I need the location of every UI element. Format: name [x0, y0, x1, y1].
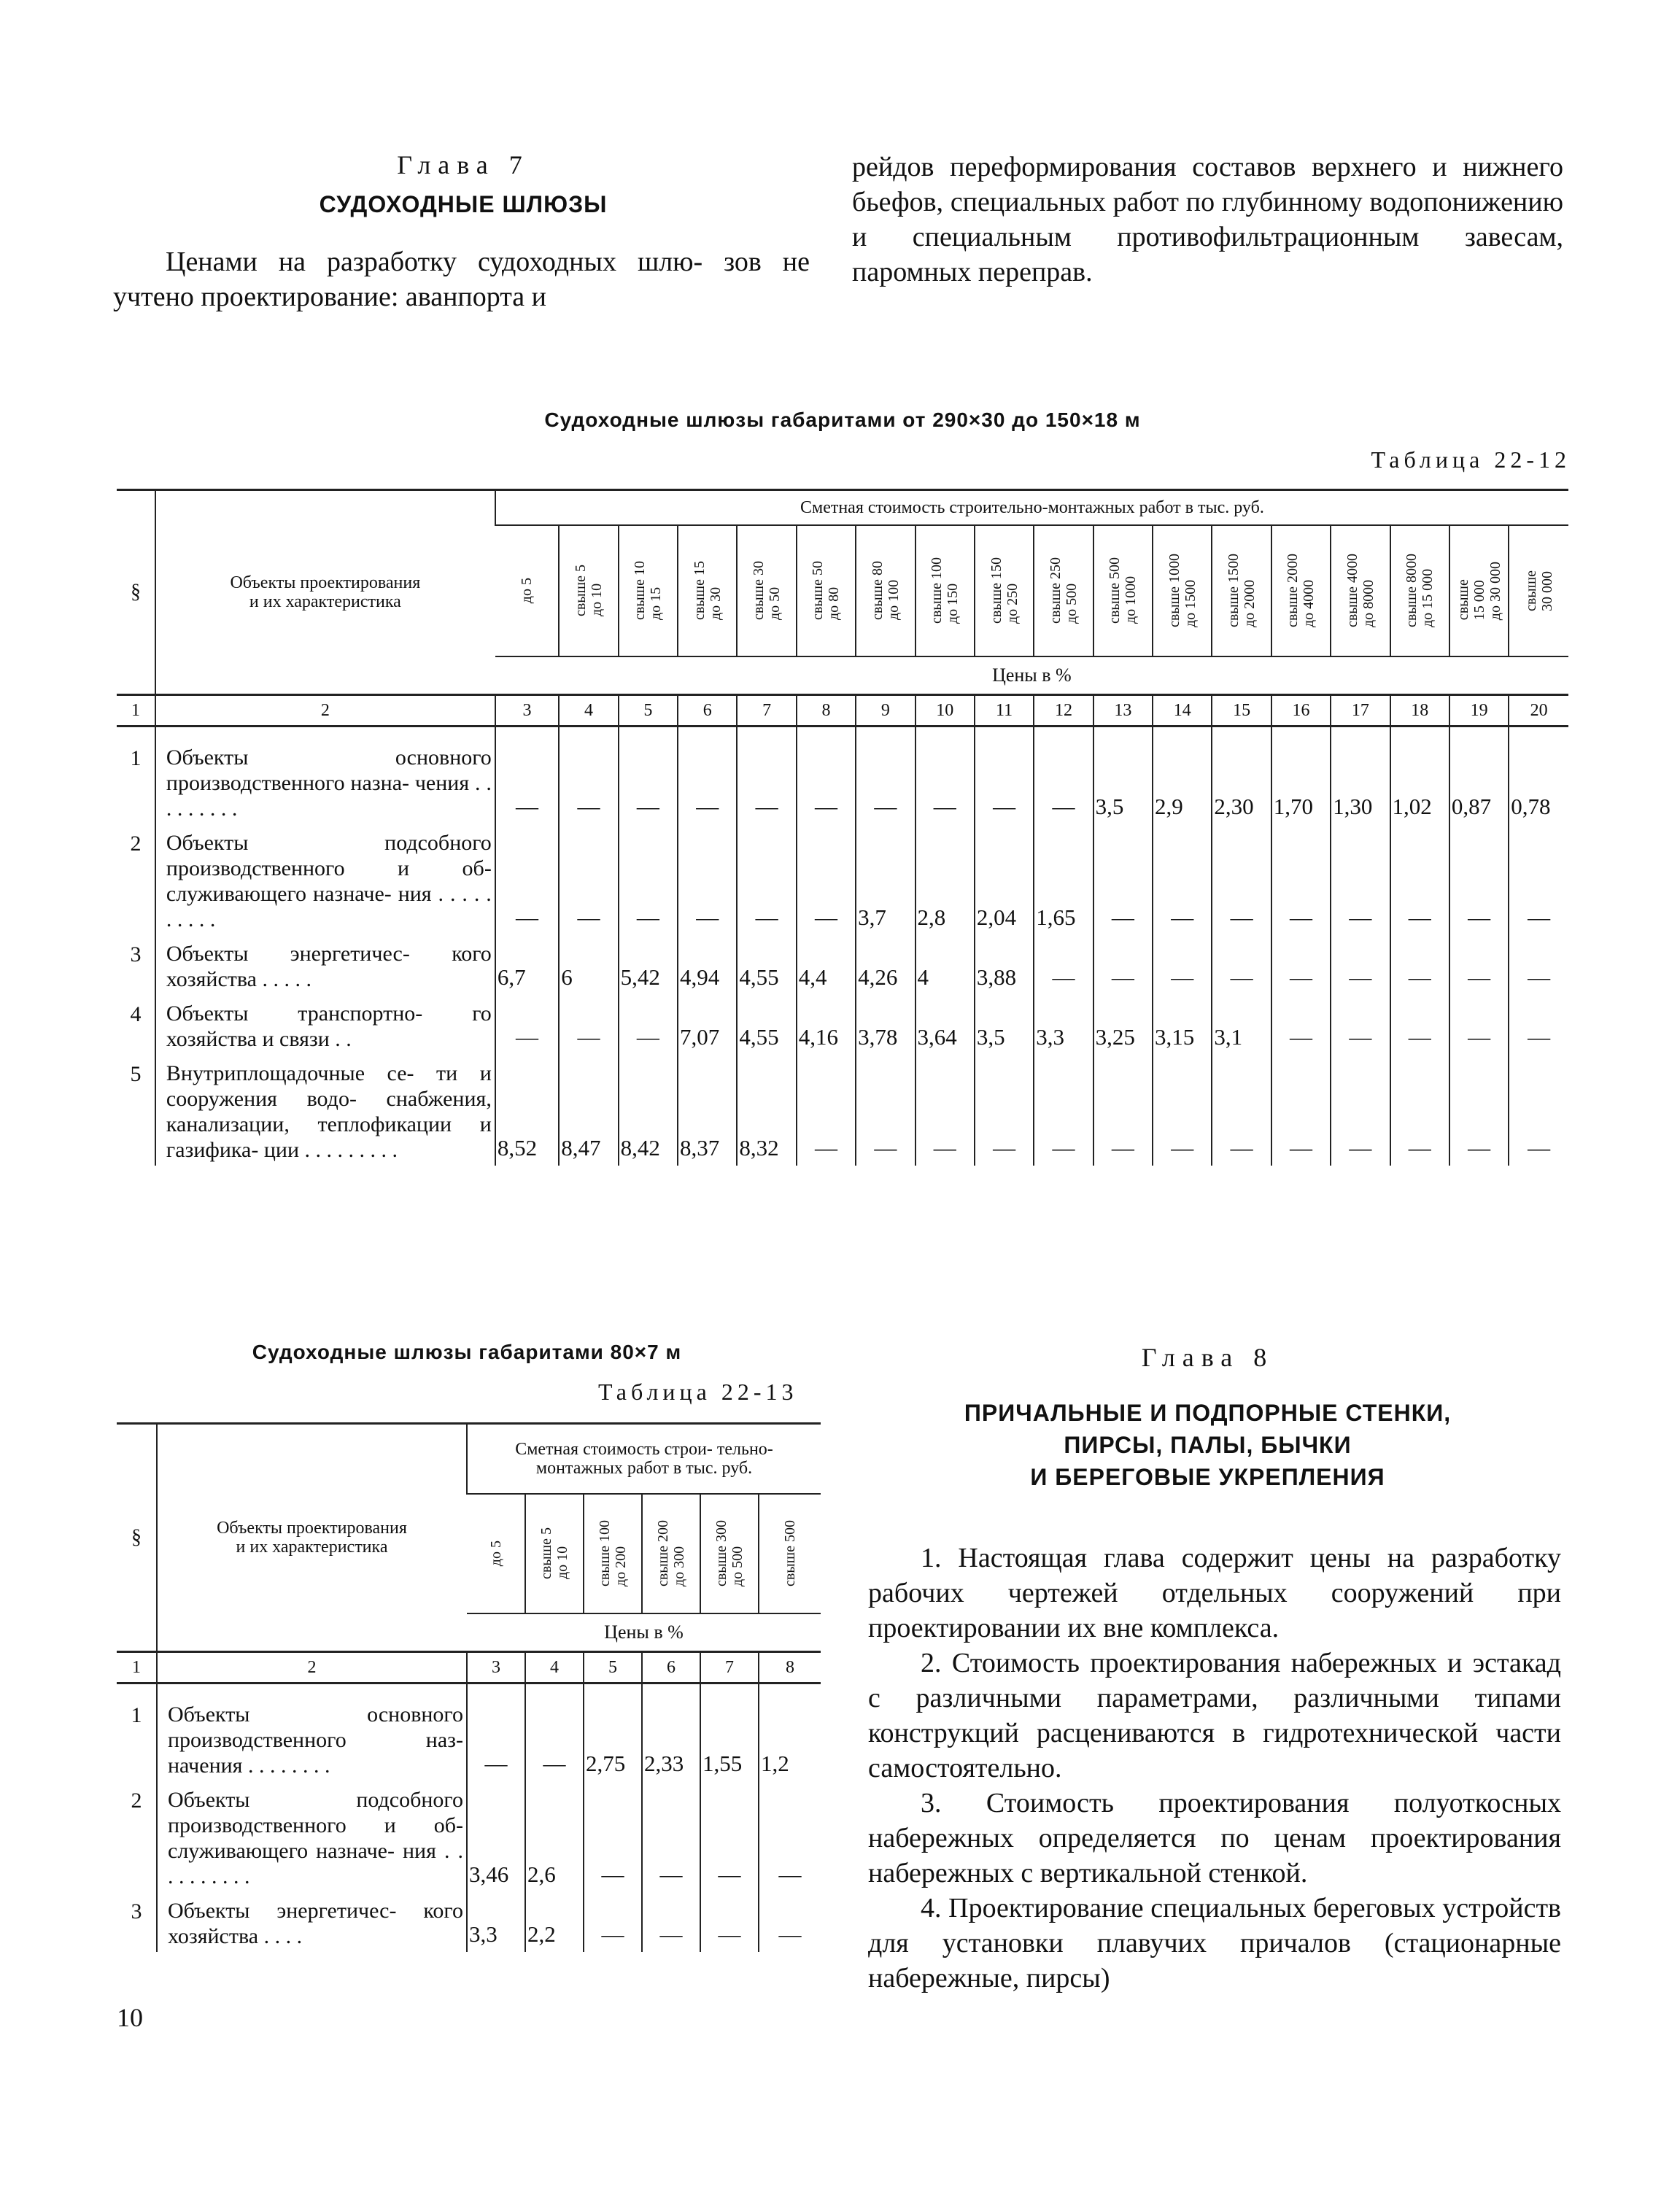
- table1-range-label: свыше 1500 до 2000: [1226, 554, 1258, 628]
- table2-objects-header-text: Объекты проектирования и их характеристика: [217, 1519, 407, 1557]
- table1-caption: Судоходные шлюзы габаритами от 290×30 до 150×18 м: [544, 408, 1141, 431]
- table1-row-value: —: [1093, 824, 1153, 935]
- table1-row-value: 0,87: [1449, 739, 1509, 824]
- table1-range-header: [1271, 525, 1331, 656]
- table1-column-number: 10: [916, 695, 975, 726]
- table2-range-label: до 5: [487, 1541, 504, 1567]
- table1-row: [117, 824, 1568, 935]
- table1-row-value: —: [1034, 1055, 1093, 1166]
- table1-column-number: 9: [856, 695, 915, 726]
- table1-row-value: —: [1153, 1055, 1212, 1166]
- table1-objects-header: [155, 490, 495, 695]
- table1-row-value: 5,42: [619, 935, 678, 995]
- table2-range-header: [700, 1494, 759, 1613]
- table1-row: [117, 935, 1568, 995]
- table1-column-number: 20: [1509, 695, 1568, 726]
- table1-column-number: 7: [737, 695, 796, 726]
- table2-row-value: 2,2: [525, 1892, 584, 1952]
- table2-row-value: —: [584, 1892, 642, 1952]
- table1-row-object: Внутриплощадочные се- ти и сооружения водо- снабжения, канализации, теплофикации и газифика- ции . . . . . . . . .: [155, 1055, 495, 1166]
- table1-row-value: —: [619, 824, 678, 935]
- table1-row-object: Объекты основного производственного назна- чения . . . . . . . . .: [155, 739, 495, 824]
- table1-column-number: 3: [495, 695, 559, 726]
- spacer-cell: [700, 1683, 759, 1697]
- table1-row-value: —: [856, 1055, 915, 1166]
- table2-row-value: 2,75: [584, 1696, 642, 1781]
- table-22-13: [117, 1422, 821, 1952]
- table2-column-number: 2: [157, 1652, 467, 1683]
- table1-row-value: —: [1509, 935, 1568, 995]
- table2-column-number: 3: [467, 1652, 525, 1683]
- table1-range-label: свыше 4000 до 8000: [1344, 554, 1377, 628]
- table1-row-value: 0,78: [1509, 739, 1568, 824]
- table1-row-value: 2,04: [975, 824, 1034, 935]
- table2-cost-header: Сметная стоимость строи- тельно-монтажных работ в тыс. руб.: [467, 1424, 821, 1495]
- table1-range-label: до 5: [519, 578, 535, 604]
- table1-row-value: 1,30: [1331, 739, 1390, 824]
- table1-row-value: 3,1: [1212, 995, 1271, 1055]
- table1-row-value: —: [1449, 1055, 1509, 1166]
- chapter8-title-line2: ПИРСЫ, ПАЛЫ, БЫЧКИ: [1064, 1432, 1352, 1458]
- table2-range-header: [525, 1494, 584, 1613]
- table1-row-value: —: [916, 1055, 975, 1166]
- table1-row-value: 7,07: [678, 995, 737, 1055]
- table1-range-header: [797, 525, 856, 656]
- spacer-cell: [157, 1683, 467, 1697]
- table2-column-number: 1: [117, 1652, 157, 1683]
- table2-row-value: —: [642, 1781, 700, 1892]
- spacer-cell: [1390, 726, 1449, 740]
- table1-column-number: 8: [797, 695, 856, 726]
- table1-row-value: —: [619, 995, 678, 1055]
- table1-row-value: —: [737, 824, 796, 935]
- table2-row-value: 3,46: [467, 1781, 525, 1892]
- chapter8-paragraph-1: 1. Настоящая глава содержит цены на разработку рабочих чертежей отдельных сооружений при проектировании их вне комплекса.: [868, 1543, 1561, 1643]
- table1-row-value: 4,4: [797, 935, 856, 995]
- table1-row-value: —: [1331, 824, 1390, 935]
- table1-row-value: —: [856, 739, 915, 824]
- table2-range-header: [759, 1494, 821, 1613]
- table1-range-label: свыше 10 до 15: [632, 561, 665, 621]
- table1-row-value: —: [1331, 1055, 1390, 1166]
- table1-range-label: свыше 150 до 250: [988, 557, 1021, 624]
- table2-range-label: свыше 300 до 500: [713, 1520, 746, 1587]
- table2-row-value: —: [642, 1892, 700, 1952]
- spacer-cell: [559, 726, 618, 740]
- chapter8-paragraph-3: 3. Стоимость проектирования полуоткосных набережных определяется по ценам проектирования набережных с вертикальной стенкой.: [868, 1788, 1561, 1888]
- table1-row-value: —: [1390, 935, 1449, 995]
- table1-range-header: [1390, 525, 1449, 656]
- table1-range-label: свыше 1000 до 1500: [1166, 554, 1199, 628]
- table2-price-header: Цены в %: [467, 1613, 821, 1652]
- table1-row-value: 4,55: [737, 935, 796, 995]
- chapter8-title-line1: ПРИЧАЛЬНЫЕ И ПОДПОРНЫЕ СТЕНКИ,: [964, 1400, 1452, 1426]
- table1-row-value: —: [1212, 1055, 1271, 1166]
- table1-row-value: —: [1509, 824, 1568, 935]
- table1-range-header: [1331, 525, 1390, 656]
- table1-row-value: —: [1449, 995, 1509, 1055]
- table1-row-value: —: [1153, 824, 1212, 935]
- table1-row-section: 4: [130, 1002, 142, 1026]
- table1-range-label: свыше 50 до 80: [810, 561, 843, 621]
- table1-column-number: 2: [155, 695, 495, 726]
- table1-column-number: 13: [1093, 695, 1153, 726]
- chapter7-text-right: рейдов переформирования составов верхнего и нижнего бьефов, специальных работ по глубинному водопонижению и специальным противофильтрационным завесам, паромных переправ.: [852, 152, 1563, 287]
- table2-row-value: —: [759, 1781, 821, 1892]
- table1-row-value: 1,65: [1034, 824, 1093, 935]
- table1-row-value: 1,02: [1390, 739, 1449, 824]
- spacer-cell: [1153, 726, 1212, 740]
- chapter8-body: [868, 1541, 1561, 1996]
- table1-row-value: —: [1449, 935, 1509, 995]
- table1-row-value: 4,55: [737, 995, 796, 1055]
- table2-row-value: —: [700, 1781, 759, 1892]
- table1-row-value: 3,88: [975, 935, 1034, 995]
- table2-range-header: [584, 1494, 642, 1613]
- table1-column-number: 4: [559, 695, 618, 726]
- table1-range-header: [1034, 525, 1093, 656]
- table1-row-value: 3,64: [916, 995, 975, 1055]
- table1-row-value: 3,5: [1093, 739, 1153, 824]
- table1-row-value: —: [737, 739, 796, 824]
- chapter7-paragraph-left: [113, 244, 810, 314]
- table1-row-value: —: [559, 824, 618, 935]
- table1-number: Таблица 22-12: [1371, 446, 1571, 473]
- table1-row-value: —: [797, 739, 856, 824]
- table1-row-object: Объекты энергетичес- кого хозяйства . . . . .: [155, 935, 495, 995]
- table2-column-number: 8: [759, 1652, 821, 1683]
- table1-objects-header-text: Объекты проектирования и их характеристика: [230, 573, 421, 611]
- table1-row: [117, 995, 1568, 1055]
- table1-column-number: 18: [1390, 695, 1449, 726]
- table1-row-value: 3,25: [1093, 995, 1153, 1055]
- table1-range-label: свыше 500 до 1000: [1107, 557, 1139, 624]
- spacer-cell: [1034, 726, 1093, 740]
- chapter7-paragraph-right: [852, 150, 1563, 290]
- table2-section-header: §: [117, 1424, 157, 1652]
- table1-range-header: [1449, 525, 1509, 656]
- table1-range-header: [1509, 525, 1568, 656]
- table2-row-object: Объекты подсобного производственного и об- служивающего назначе- ния . . . . . . . . . .: [157, 1781, 467, 1892]
- spacer-cell: [1509, 726, 1568, 740]
- table2-row-value: 3,3: [467, 1892, 525, 1952]
- table2-row-section: 3: [131, 1899, 142, 1923]
- table1-section-header: §: [117, 490, 155, 695]
- table1-row-value: 3,3: [1034, 995, 1093, 1055]
- table1-row-value: —: [678, 739, 737, 824]
- table1-row-value: —: [1331, 995, 1390, 1055]
- table1-range-label: свыше 30 до 50: [751, 561, 783, 621]
- table1-row-value: —: [975, 739, 1034, 824]
- spacer-cell: [619, 726, 678, 740]
- table1-row-value: —: [1212, 824, 1271, 935]
- table1-row-section: 2: [130, 832, 142, 856]
- table1-column-number: 6: [678, 695, 737, 726]
- table1-row-value: 6: [559, 935, 618, 995]
- table1-row-value: 8,52: [495, 1055, 559, 1166]
- chapter8-title-line3: И БЕРЕГОВЫЕ УКРЕПЛЕНИЯ: [1030, 1464, 1385, 1490]
- table2-row: [117, 1781, 821, 1892]
- table1-row-value: 8,37: [678, 1055, 737, 1166]
- spacer-cell: [797, 726, 856, 740]
- table2-number: Таблица 22-13: [598, 1379, 798, 1405]
- table1-row-value: 3,15: [1153, 995, 1212, 1055]
- spacer-cell: [495, 726, 559, 740]
- table1-row: [117, 1055, 1568, 1166]
- table1-row-value: 3,78: [856, 995, 915, 1055]
- table1-range-label: свыше 8000 до 15 000: [1404, 554, 1436, 628]
- table1-column-number: 19: [1449, 695, 1509, 726]
- table1-range-label: свыше 2000 до 4000: [1285, 554, 1317, 628]
- table1-row-value: 2,8: [916, 824, 975, 935]
- table1-row-value: —: [678, 824, 737, 935]
- spacer-cell: [155, 726, 495, 740]
- spacer-cell: [678, 726, 737, 740]
- table1-row-value: —: [1331, 935, 1390, 995]
- table2-row-section: 2: [131, 1789, 142, 1813]
- table1-row-value: 3,7: [856, 824, 915, 935]
- table2-row-value: —: [759, 1892, 821, 1952]
- table2-row-object: Объекты энергетичес- кого хозяйства . . . .: [157, 1892, 467, 1952]
- table2-column-number: 6: [642, 1652, 700, 1683]
- table2-column-number: 5: [584, 1652, 642, 1683]
- table1-row-value: 6,7: [495, 935, 559, 995]
- chapter7-label: Глава 7: [397, 150, 530, 179]
- table1-range-label: свыше 15 до 30: [691, 561, 724, 621]
- table1-row-value: —: [559, 739, 618, 824]
- table1-range-label: свыше 15 000 до 30 000: [1455, 561, 1503, 621]
- table2-row: [117, 1892, 821, 1952]
- table1-row-value: —: [1034, 935, 1093, 995]
- table1-range-label: свыше 5 до 10: [572, 565, 605, 617]
- spacer-cell: [856, 726, 915, 740]
- table2-range-label: свыше 200 до 300: [655, 1520, 687, 1587]
- table1-row-value: —: [1093, 1055, 1153, 1166]
- chapter8-paragraph-2: 2. Стоимость проектирования набережных и эстакад с различными параметрами, различными типами конструкций расцениваются в гидротехнической части самостоятельно.: [868, 1648, 1561, 1783]
- table1-row-value: —: [1449, 824, 1509, 935]
- table1-price-header: Цены в %: [495, 656, 1568, 695]
- table1-row-value: —: [916, 739, 975, 824]
- spacer-cell: [1093, 726, 1153, 740]
- table-22-12: [117, 489, 1568, 1166]
- table1-row-value: —: [1390, 995, 1449, 1055]
- table1-row: [117, 739, 1568, 824]
- table1-row-value: —: [1153, 935, 1212, 995]
- spacer-cell: [1212, 726, 1271, 740]
- table2-range-label: свыше 500: [782, 1520, 798, 1587]
- table1-row-object: Объекты подсобного производственного и об- служивающего назначе- ния . . . . . . . . . .: [155, 824, 495, 935]
- table2-row-value: 1,55: [700, 1696, 759, 1781]
- table1-row-value: 4,94: [678, 935, 737, 995]
- spacer-cell: [759, 1683, 821, 1697]
- table1-row-section: 3: [130, 942, 142, 966]
- table2-row-value: —: [700, 1892, 759, 1952]
- table1-row-value: 8,32: [737, 1055, 796, 1166]
- table1-range-label: свыше 30 000: [1522, 570, 1555, 612]
- table1-row-section: 5: [130, 1062, 142, 1086]
- table2-range-header: [642, 1494, 700, 1613]
- table2-row-section: 1: [131, 1703, 142, 1727]
- table1-column-number: 15: [1212, 695, 1271, 726]
- chapter8-label: Глава 8: [1141, 1343, 1274, 1372]
- spacer-cell: [1449, 726, 1509, 740]
- table2-row-value: 1,2: [759, 1696, 821, 1781]
- spacer-cell: [737, 726, 796, 740]
- table1-range-header: [916, 525, 975, 656]
- table1-range-header: [1093, 525, 1153, 656]
- table1-range-label: свыше 250 до 500: [1047, 557, 1080, 624]
- table1-range-header: [495, 525, 559, 656]
- table1-range-header: [737, 525, 796, 656]
- table1-row-value: 8,47: [559, 1055, 618, 1166]
- page-number: 10: [117, 2003, 143, 2032]
- table1-row-value: —: [975, 1055, 1034, 1166]
- spacer-cell: [1331, 726, 1390, 740]
- table1-row-value: 2,30: [1212, 739, 1271, 824]
- table2-objects-header: [157, 1424, 467, 1652]
- table1-row-value: —: [495, 995, 559, 1055]
- table2-row: [117, 1696, 821, 1781]
- table1-row-value: —: [1093, 935, 1153, 995]
- table1-row-value: 8,42: [619, 1055, 678, 1166]
- table1-row-value: —: [1509, 995, 1568, 1055]
- spacer-cell: [467, 1683, 525, 1697]
- table1-range-header: [1212, 525, 1271, 656]
- chapter7-title: СУДОХОДНЫЕ ШЛЮЗЫ: [319, 191, 608, 217]
- table1-range-label: свыше 100 до 150: [929, 557, 961, 624]
- table2-row-value: —: [584, 1781, 642, 1892]
- spacer-cell: [916, 726, 975, 740]
- table2-row-value: —: [467, 1696, 525, 1781]
- table1-row-object: Объекты транспортно- го хозяйства и связи . .: [155, 995, 495, 1055]
- table1-range-header: [1153, 525, 1212, 656]
- table1-row-value: —: [797, 1055, 856, 1166]
- table1-row-value: —: [1509, 1055, 1568, 1166]
- table1-row-value: —: [495, 824, 559, 935]
- table1-row-value: —: [1390, 824, 1449, 935]
- chapter8-title: [852, 1397, 1563, 1493]
- table1-column-number: 17: [1331, 695, 1390, 726]
- table1-range-header: [856, 525, 915, 656]
- table1-range-header: [559, 525, 618, 656]
- table1-cost-header: Сметная стоимость строительно-монтажных работ в тыс. руб.: [495, 490, 1568, 526]
- table1-column-number: 14: [1153, 695, 1212, 726]
- table1-column-number: 5: [619, 695, 678, 726]
- spacer-cell: [584, 1683, 642, 1697]
- table1-column-number: 1: [117, 695, 155, 726]
- spacer-cell: [525, 1683, 584, 1697]
- chapter8-paragraph-4: 4. Проектирование специальных береговых устройств для установки плавучих причалов (стационарные набережные, пирсы): [868, 1893, 1561, 1993]
- table1-range-header: [678, 525, 737, 656]
- table2-row-object: Объекты основного производственного наз- начения . . . . . . . .: [157, 1696, 467, 1781]
- table1-row-value: 4: [916, 935, 975, 995]
- table1-row-value: —: [495, 739, 559, 824]
- table1-row-value: —: [1390, 1055, 1449, 1166]
- table1-row-value: —: [1034, 739, 1093, 824]
- table1-row-value: —: [1271, 935, 1331, 995]
- table1-row-value: —: [1271, 824, 1331, 935]
- spacer-cell: [642, 1683, 700, 1697]
- spacer-cell: [1271, 726, 1331, 740]
- table1-range-header: [619, 525, 678, 656]
- table1-row-value: —: [1271, 1055, 1331, 1166]
- table2-row-value: 2,33: [642, 1696, 700, 1781]
- table1-row-value: —: [619, 739, 678, 824]
- table1-row-value: 2,9: [1153, 739, 1212, 824]
- spacer-cell: [975, 726, 1034, 740]
- table2-row-value: 2,6: [525, 1781, 584, 1892]
- table1-row-value: 1,70: [1271, 739, 1331, 824]
- table2-range-label: свыше 100 до 200: [597, 1520, 629, 1587]
- table2-column-number: 7: [700, 1652, 759, 1683]
- table1-row-section: 1: [130, 746, 142, 770]
- table1-column-number: 16: [1271, 695, 1331, 726]
- table1-row-value: 4,16: [797, 995, 856, 1055]
- table2-column-number: 4: [525, 1652, 584, 1683]
- table1-range-label: свыше 80 до 100: [869, 561, 902, 621]
- table2-range-header: [467, 1494, 525, 1613]
- table1-row-value: —: [559, 995, 618, 1055]
- table1-range-header: [975, 525, 1034, 656]
- table1-column-number: 11: [975, 695, 1034, 726]
- table1-row-value: 3,5: [975, 995, 1034, 1055]
- table1-column-number: 12: [1034, 695, 1093, 726]
- table2-caption: Судоходные шлюзы габаритами 80×7 м: [252, 1341, 682, 1363]
- chapter7-text-left: Ценами на разработку судоходных шлю- зов не учтено проектирование: аванпорта и: [113, 247, 810, 312]
- table1-row-value: —: [797, 824, 856, 935]
- spacer-cell: [117, 726, 155, 740]
- table1-row-value: 4,26: [856, 935, 915, 995]
- table2-row-value: —: [525, 1696, 584, 1781]
- table1-row-value: —: [1271, 995, 1331, 1055]
- table1-row-value: —: [1212, 935, 1271, 995]
- spacer-cell: [117, 1683, 157, 1697]
- table2-range-label: свыше 5 до 10: [538, 1527, 570, 1580]
